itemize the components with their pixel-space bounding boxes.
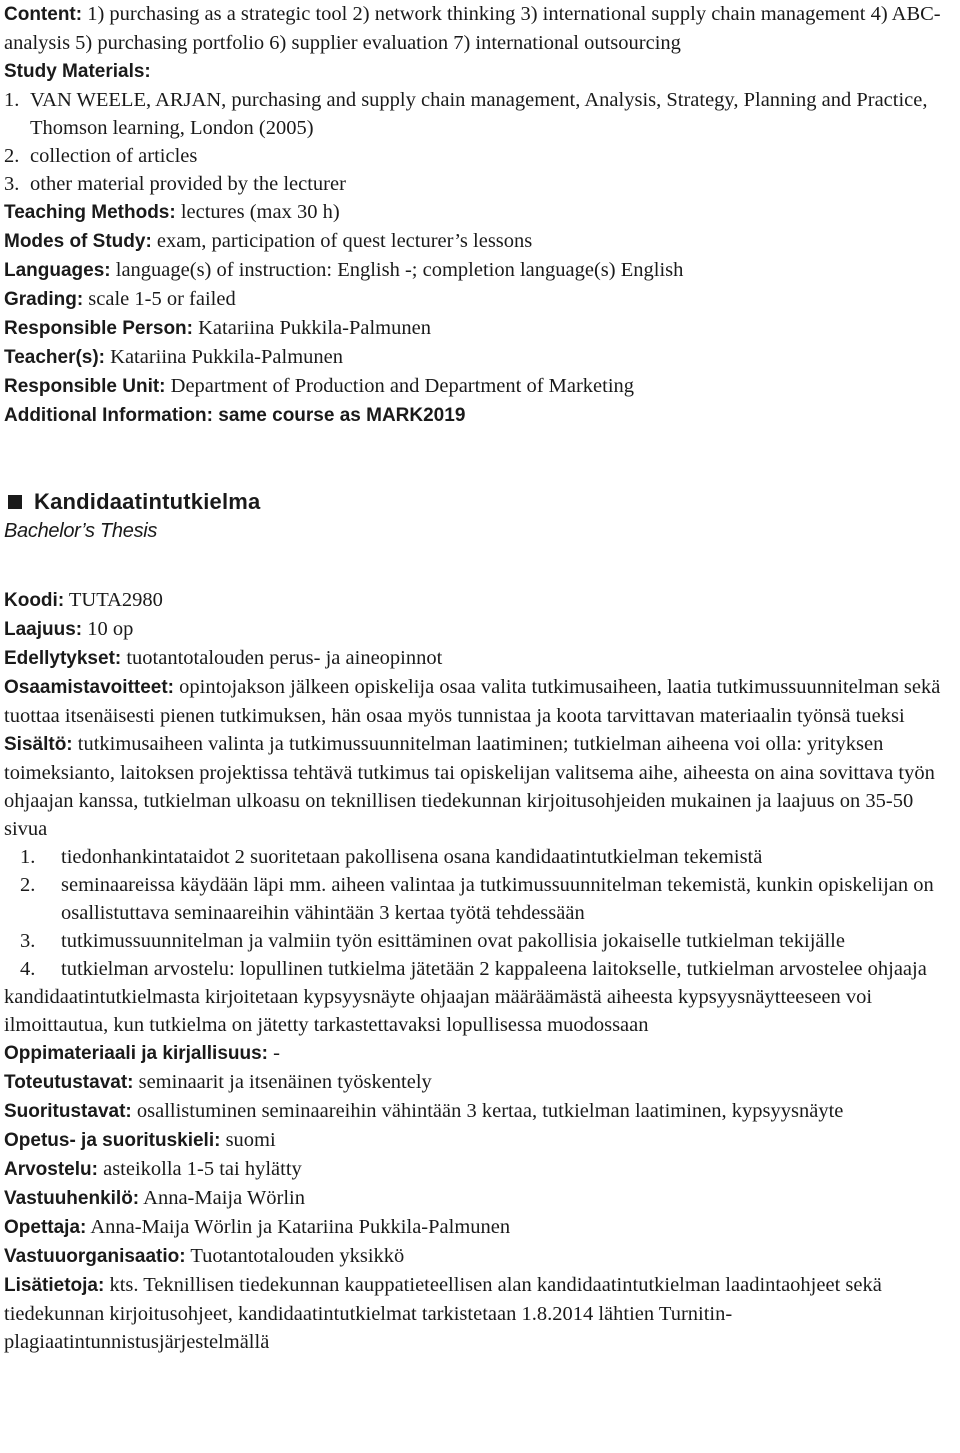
arvostelu-field: Arvostelu: asteikolla 1-5 tai hylätty — [4, 1158, 302, 1180]
course-subtitle: Bachelor’s Thesis — [4, 520, 158, 542]
sisalto-list — [4, 843, 956, 983]
list-item: 4. tutkielman arvostelu: lopullinen tutkielma jätetään 2 kappaleena laitokselle, tutkielman arvostelee ohjaaja — [20, 958, 927, 980]
lisatietoja-field: Lisätietoja: kts. Teknillisen tiedekunnan kauppatieteellisen alan kandidaatintutkielman laadintaohjeet sekä tiedekunnan kirjoitusohjeet, kandidaatintutkielmat tarkistetaan 1.8.2014 lähtien Turnitin-plagiaatintunnistusjärjestelmällä — [4, 1274, 882, 1353]
course-heading — [4, 488, 956, 516]
list-item: 2. collection of articles — [4, 145, 198, 167]
vastuuorganisaatio-field: Vastuuorganisaatio: Tuotantotalouden yksikkö — [4, 1245, 405, 1267]
content-value: 1) purchasing as a strategic tool 2) network thinking 3) international supply chain management 4) ABC-analysis 5) purchasing portfolio 6) supplier evaluation 7) international outsourcing — [4, 3, 941, 54]
study-materials-label: Study Materials: — [4, 61, 151, 82]
grading-field: Grading: scale 1-5 or failed — [4, 288, 236, 310]
study-materials-list — [4, 86, 956, 198]
toteutustavat-field: Toteutustavat: seminaarit ja itsenäinen työskentely — [4, 1071, 432, 1093]
list-item: 3. other material provided by the lecturer — [4, 173, 346, 195]
modes-of-study-field: Modes of Study: exam, participation of quest lecturer’s lessons — [4, 230, 533, 252]
koodi-field: Koodi: TUTA2980 — [4, 589, 163, 611]
square-bullet-icon — [8, 495, 22, 509]
teachers-field: Teacher(s): Katariina Pukkila-Palmunen — [4, 346, 343, 368]
opettaja-field: Opettaja: Anna-Maija Wörlin ja Katariina Pukkila-Palmunen — [4, 1216, 511, 1238]
oppimateriaali-field: Oppimateriaali ja kirjallisuus: - — [4, 1042, 280, 1064]
content-label: Content: — [4, 4, 83, 25]
edellytykset-field: Edellytykset: tuotantotalouden perus- ja aineopinnot — [4, 647, 443, 669]
opetuskieli-field: Opetus- ja suorituskieli: suomi — [4, 1129, 276, 1151]
responsible-unit-field: Responsible Unit: Department of Production and Department of Marketing — [4, 375, 635, 397]
course-title: Kandidaatintutkielma — [34, 489, 261, 514]
osaamistavoitteet-field: Osaamistavoitteet: opintojakson jälkeen opiskelija osaa valita tutkimusaiheen, laatia tutkimussuunnitelman sekä tuottaa itsenäisesti pienen tutkimuksen, hän osaa myös tunnistaa ja koota tarvittavan materiaalin työnsä tueksi — [4, 676, 941, 727]
vastuuhenkilo-field: Vastuuhenkilö: Anna-Maija Wörlin — [4, 1187, 306, 1209]
laajuus-field: Laajuus: 10 op — [4, 618, 134, 640]
list-item: 3. tutkimussuunnitelman ja valmiin työn esittäminen ovat pakollisia jokaiselle tutkielman tekijälle — [20, 930, 845, 952]
teaching-methods-field: Teaching Methods: lectures (max 30 h) — [4, 201, 340, 223]
kypsyysnayte-paragraph: kandidaatintutkielmasta kirjoitetaan kypsyysnäyte ohjaajan määräämästä aiheesta kypsyysnäytteeseen voi ilmoittautua, kun tutkielma on jätetty tarkastettavaksi lopullisessa muodossaan — [4, 986, 873, 1036]
additional-information-field: Additional Information: same course as MARK2019 — [4, 405, 466, 426]
sisalto-field: Sisältö: tutkimusaiheen valinta ja tutkimussuunnitelman laatiminen; tutkielman aiheena voi olla: yrityksen toimeksianto, laitoksen projektissa tehtävä tutkimus tai opiskelijan valitsema aihe, aiheesta on aina sovittava työn ohjaajan kanssa, tutkielman ulkoasu on teknillisen tiedekunnan kirjoitusohjeiden mukainen ja laajuus on 35-50 sivua — [4, 733, 935, 840]
list-item: 2. seminaareissa käydään läpi mm. aiheen valintaa ja tutkimussuunnitelman tekemistä, kunkin opiskelijan on osallistuttava seminaareihin vähintään 3 kertaa työtä tehdessään — [20, 874, 934, 924]
content-field — [4, 0, 956, 57]
responsible-person-field: Responsible Person: Katariina Pukkila-Palmunen — [4, 317, 431, 339]
languages-field: Languages: language(s) of instruction: English -; completion language(s) English — [4, 259, 684, 281]
list-item: 1. VAN WEELE, ARJAN, purchasing and supply chain management, Analysis, Strategy, Planning and Practice, Thomson learning, London (2005) — [4, 89, 928, 139]
list-item: 1. tiedonhankintataidot 2 suoritetaan pakollisena osana kandidaatintutkielman tekemistä — [20, 846, 763, 868]
suoritustavat-field: Suoritustavat: osallistuminen seminaareihin vähintään 3 kertaa, tutkielman laatiminen, kypsyysnäyte — [4, 1100, 844, 1122]
